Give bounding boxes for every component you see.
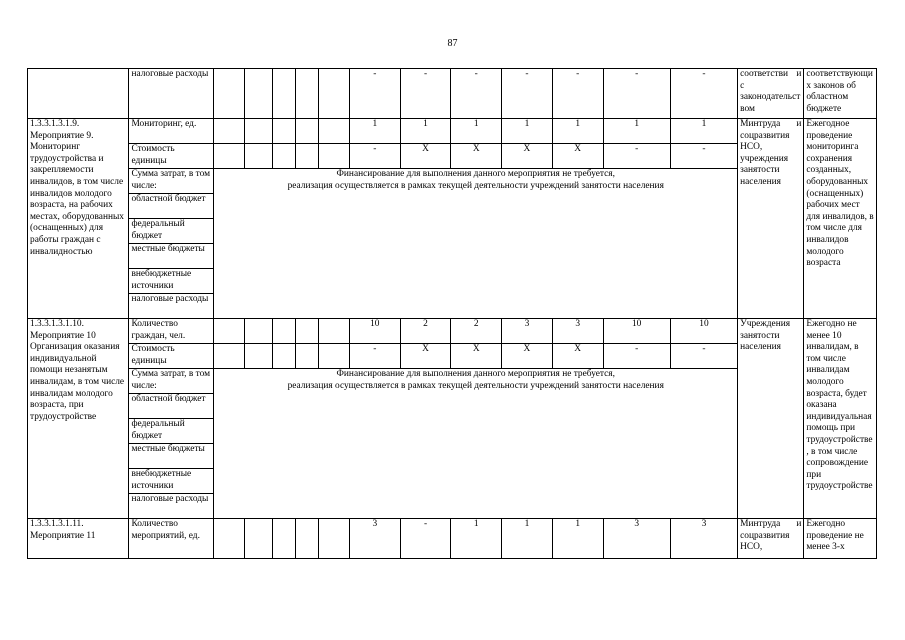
result-cell: Ежегодно проведение не менее 3-х bbox=[804, 519, 877, 559]
event-code-cell: 1.3.3.1.3.1.11. Мероприятие 11 bbox=[28, 519, 129, 559]
indicator-label: Мониторинг, ед. bbox=[129, 119, 214, 144]
funding-note bbox=[214, 369, 738, 519]
value-cell: - bbox=[349, 144, 400, 169]
value-cell: - bbox=[603, 144, 670, 169]
table-row bbox=[28, 319, 877, 344]
result-cell: Ежегодно не менее 10 инвалидам, в том числе инвалидам молодого возраста, будет оказана индивидуальная помощь при трудоустройстве, в том числе сопровождение при трудоустройстве bbox=[804, 319, 877, 519]
funding-label: Сумма затрат, в том числе: bbox=[129, 369, 214, 394]
value-cell: X bbox=[451, 344, 502, 369]
funding-label: областной бюджет bbox=[129, 394, 214, 419]
value-cell: 2 bbox=[400, 319, 451, 344]
value-cell: 3 bbox=[603, 519, 670, 559]
value-cell: 1 bbox=[400, 119, 451, 144]
funding-label: налоговые расходы bbox=[129, 294, 214, 319]
page-bottom-margin bbox=[0, 561, 905, 640]
result-cell: Ежегодное проведение мониторинга сохранения созданных, оборудованных (оснащенных) рабочих мест для инвалидов, в том числе для инвалидов молодого возраста bbox=[804, 119, 877, 319]
value-cell: - bbox=[670, 69, 737, 119]
funding-note-line1: Финансирование для выполнения данного мероприятия не требуется, bbox=[336, 169, 615, 179]
value-cell: 1 bbox=[552, 519, 603, 559]
funding-label: федеральный бюджет bbox=[129, 419, 214, 444]
funding-note-line2: реализация осуществляется в рамках текущей деятельности учреждений занятости населения bbox=[287, 380, 664, 391]
value-cell: - bbox=[400, 69, 451, 119]
value-cell: - bbox=[400, 519, 451, 559]
funding-label: федеральный бюджет bbox=[129, 219, 214, 244]
value-cell: 1 bbox=[451, 519, 502, 559]
code-cell bbox=[28, 69, 129, 119]
value-cell: 1 bbox=[502, 519, 553, 559]
funding-label: внебюджетные источники bbox=[129, 469, 214, 494]
value-cell: 1 bbox=[603, 119, 670, 144]
program-events-table bbox=[27, 68, 877, 559]
value-cell: 1 bbox=[502, 119, 553, 144]
event-code-cell: 1.3.3.1.3.1.9. Мероприятие 9. Мониторинг трудоустройства и закрепляемости инвалидов, в том числе инвалидов молодого возраста, на рабочих местах, оборудованных (оснащенных) для работы граждан с инвалидностью bbox=[28, 119, 129, 319]
value-cell: X bbox=[451, 144, 502, 169]
value-cell: X bbox=[400, 144, 451, 169]
event-code-cell: 1.3.3.1.3.1.10. Мероприятие 10 Организация оказания индивидуальной помощи незанятым инвалидам, в том числе инвалидам молодого возраста, при трудоустройстве bbox=[28, 319, 129, 519]
value-cell: 3 bbox=[670, 519, 737, 559]
value-cell: 1 bbox=[451, 119, 502, 144]
funding-label: внебюджетные источники bbox=[129, 269, 214, 294]
value-cell: X bbox=[502, 344, 553, 369]
value-cell: 1 bbox=[552, 119, 603, 144]
executor-cell: Минтруда и соцразвития НСО, учреждения занятости населения bbox=[738, 119, 804, 319]
value-cell: 1 bbox=[670, 119, 737, 144]
value-cell: X bbox=[502, 144, 553, 169]
page-number: 87 bbox=[447, 38, 458, 49]
source-label: налоговые расходы bbox=[129, 69, 214, 119]
result-cell: соответствующих законов об областном бюджете bbox=[804, 69, 877, 119]
value-cell: - bbox=[603, 344, 670, 369]
value-cell: X bbox=[552, 344, 603, 369]
funding-note-line1: Финансирование для выполнения данного мероприятия не требуется, bbox=[336, 369, 615, 379]
value-cell: - bbox=[349, 344, 400, 369]
value-cell: 3 bbox=[552, 319, 603, 344]
funding-note bbox=[214, 169, 738, 319]
executor-cell: Минтруда и соцразвития НСО, bbox=[738, 519, 804, 559]
value-cell: 10 bbox=[349, 319, 400, 344]
indicator-label: Количество мероприятий, ед. bbox=[129, 519, 214, 559]
funding-label: местные бюджеты bbox=[129, 444, 214, 469]
funding-label: областной бюджет bbox=[129, 194, 214, 219]
executor-cell: Учреждения занятости населения bbox=[738, 319, 804, 519]
value-cell: X bbox=[552, 144, 603, 169]
table-row bbox=[28, 519, 877, 559]
indicator-label: Количество граждан, чел. bbox=[129, 319, 214, 344]
value-cell: - bbox=[502, 69, 553, 119]
value-cell: 1 bbox=[349, 119, 400, 144]
funding-label: налоговые расходы bbox=[129, 494, 214, 519]
value-cell: X bbox=[400, 344, 451, 369]
value-cell: 10 bbox=[670, 319, 737, 344]
value-cell: - bbox=[670, 144, 737, 169]
value-cell: - bbox=[552, 69, 603, 119]
value-cell: - bbox=[349, 69, 400, 119]
value-cell: - bbox=[670, 344, 737, 369]
value-cell: 2 bbox=[451, 319, 502, 344]
value-cell: 10 bbox=[603, 319, 670, 344]
indicator-label: Стоимость единицы bbox=[129, 144, 214, 169]
value-cell: - bbox=[451, 69, 502, 119]
value-cell: 3 bbox=[349, 519, 400, 559]
value-cell: - bbox=[603, 69, 670, 119]
indicator-label: Стоимость единицы bbox=[129, 344, 214, 369]
table-row bbox=[28, 69, 877, 119]
value-cell: 3 bbox=[502, 319, 553, 344]
table-row bbox=[28, 119, 877, 144]
funding-note-line2: реализация осуществляется в рамках текущей деятельности учреждений занятости населения bbox=[287, 180, 664, 191]
funding-label: местные бюджеты bbox=[129, 244, 214, 269]
funding-label: Сумма затрат, в том числе: bbox=[129, 169, 214, 194]
executor-cell: соответстви и с законодательством bbox=[738, 69, 804, 119]
